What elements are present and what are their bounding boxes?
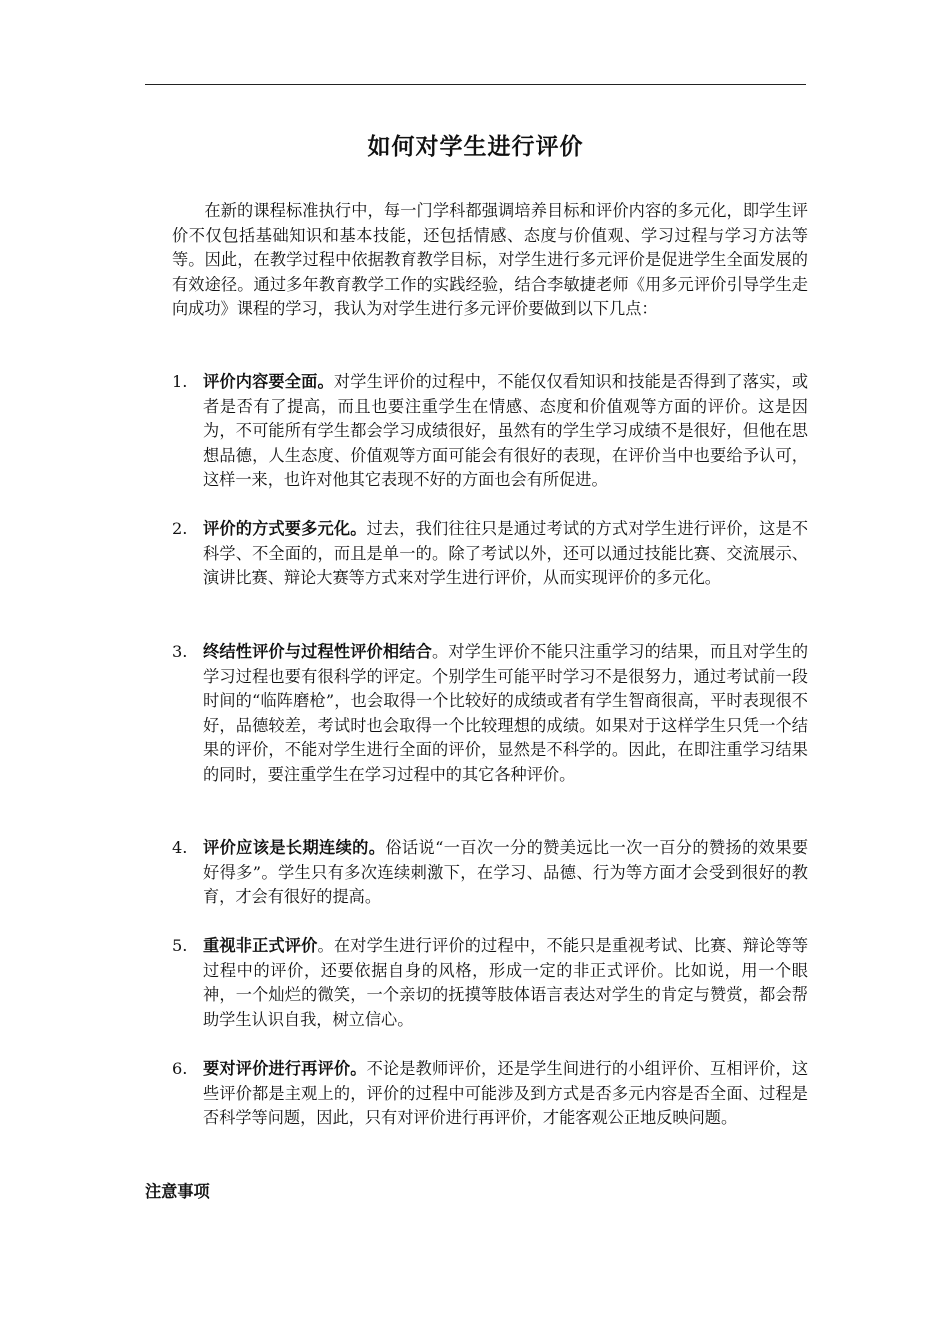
list-item-heading: 评价内容要全面。 — [203, 372, 334, 391]
list-item-2 — [172, 517, 808, 591]
notice-heading: 注意事项 — [145, 1182, 210, 1201]
list-item-body — [203, 370, 808, 493]
header-rule — [145, 84, 806, 85]
list-item-body — [203, 1057, 808, 1131]
list-item-6 — [172, 1057, 808, 1131]
intro-paragraph: 在新的课程标准执行中，每一门学科都强调培养目标和评价内容的多元化，即学生评价不仅包括基础知识和基本技能，还包括情感、态度与价值观、学习过程与学习方法等等。因此，在教学过程中依据教育教学目标，对学生进行多元评价是促进学生全面发展的有效途径。通过多年教育教学工作的实践经验，结合李敏捷老师《用多元评价引导学生走向成功》课程的学习，我认为对学生进行多元评价要做到以下几点： — [172, 201, 808, 319]
list-number: 1. — [172, 372, 188, 391]
list-item-heading: 重视非正式评价 — [203, 936, 318, 955]
list-item-5 — [172, 934, 808, 1032]
list-number: 4. — [172, 838, 188, 857]
list-item-body — [203, 517, 808, 591]
document-title: 如何对学生进行评价 — [367, 133, 584, 160]
list-item-heading: 评价应该是长期连续的。 — [203, 838, 386, 857]
list-item-heading: 要对评价进行再评价。 — [203, 1059, 367, 1078]
list-item-body — [203, 836, 808, 910]
list-item-1 — [172, 370, 808, 493]
list-item-3 — [172, 640, 808, 788]
list-item-text: 。对学生评价不能只注重学习的结果，而且对学生的学习过程也要有很科学的评定。个别学生可能平时学习不是很努力，通过考试前一段时间的“临阵磨枪”，也会取得一个比较好的成绩或者有学生智商很高，平时表现很不好，品德较差，考试时也会取得一个比较理想的成绩。如果对于这样学生只凭一个结果的评价，不能对学生进行全面的评价，显然是不科学的。因此，在即注重学习结果的同时，要注重学生在学习过程中的其它各种评价。 — [203, 642, 809, 784]
list-number: 6. — [172, 1059, 188, 1078]
list-number: 5. — [172, 936, 188, 955]
list-item-text: 。在对学生进行评价的过程中，不能只是重视考试、比赛、辩论等等过程中的评价，还要依据自身的风格，形成一定的非正式评价。比如说，用一个眼神，一个灿烂的微笑，一个亲切的抚摸等肢体语言表达对学生的肯定与赞赏，都会帮助学生认识自我，树立信心。 — [203, 936, 809, 1029]
list-item-text: 不论是教师评价，还是学生间进行的小组评价、互相评价，这些评价都是主观上的，评价的过程中可能涉及到方式是否多元内容是否全面、过程是否科学等问题，因此，只有对评价进行再评价，才能客观公正地反映问题。 — [203, 1059, 809, 1128]
list-number: 3. — [172, 642, 188, 661]
list-item-body — [203, 934, 808, 1032]
list-item-body — [203, 640, 808, 788]
list-item-heading: 终结性评价与过程性评价相结合 — [203, 642, 432, 661]
list-item-text: 过去，我们往往只是通过考试的方式对学生进行评价，这是不科学、不全面的，而且是单一的。除了考试以外，还可以通过技能比赛、交流展示、演讲比赛、辩论大赛等方式来对学生进行评价，从而实现评价的多元化。 — [203, 519, 809, 588]
list-item-4 — [172, 836, 808, 910]
list-number: 2. — [172, 519, 188, 538]
list-item-text: 对学生评价的过程中，不能仅仅看知识和技能是否得到了落实，或者是否有了提高，而且也要注重学生在情感、态度和价值观等方面的评价。这是因为，不可能所有学生都会学习成绩很好，虽然有的学生学习成绩不是很好，但他在思想品德，人生态度、价值观等方面可能会有很好的表现，在评价当中也要给予认可，这样一来，也许对他其它表现不好的方面也会有所促进。 — [203, 372, 809, 490]
list-item-heading: 评价的方式要多元化。 — [203, 519, 367, 538]
list-item-text: 俗话说“一百次一分的赞美远比一次一百分的赞扬的效果要好得多”。学生只有多次连续刺激下，在学习、品德、行为等方面才会受到很好的教育，才会有很好的提高。 — [203, 838, 809, 907]
